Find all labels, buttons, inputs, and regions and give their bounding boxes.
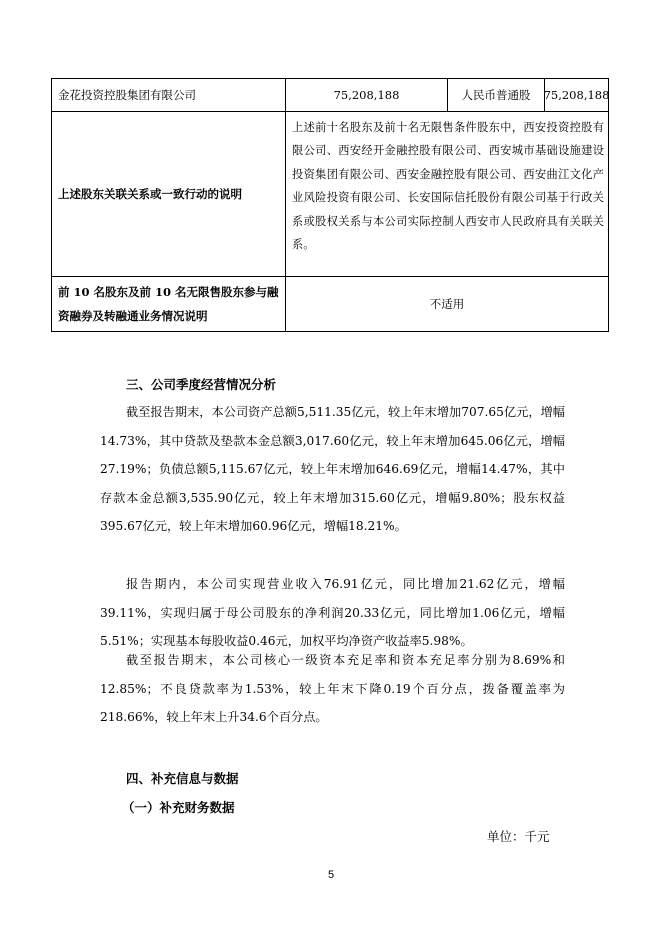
section-4-title: 四、补充信息与数据 [126, 771, 239, 786]
table-row [52, 277, 608, 331]
section-3-title: 三、公司季度经营情况分析 [126, 377, 277, 392]
section-4-subtitle: （一）补充财务数据 [122, 800, 235, 815]
margin-trading-text: 不适用 [285, 277, 608, 331]
table-row [52, 79, 608, 112]
paragraph-capital: 截至报告期末，本公司核心一级资本充足率和资本充足率分别为8.69%和12.85%；不良贷款率为1.53%，较上年末下降0.19个百分点，拨备覆盖率为218.66%，较上年末上升34.6个百分点。 [100, 653, 565, 724]
share-type: 人民币普通股 [447, 79, 544, 111]
shareholder-name: 金花投资控股集团有限公司 [58, 88, 196, 102]
relation-text: 上述前十名股东及前十名无限售条件股东中，西安投资控股有限公司、西安经开金融控股有限公司、西安城市基础设施建设投资集团有限公司、西安金融控股有限公司、西安曲江文化产业风险投资有限公司、长安国际信托股份有限公司基于行政关系或股权关系与本公司实际控制人西安市人民政府具有关联关系。 [285, 112, 608, 276]
page-number: 5 [327, 869, 335, 881]
share-count: 75,208,188 [285, 79, 447, 111]
margin-trading-label: 前 10 名股东及前 10 名无限售股东参与融资融券及转融通业务情况说明 [58, 285, 279, 323]
shareholder-table [51, 78, 609, 332]
type-share-count: 75,208,188 [544, 79, 608, 111]
unit-label: 单位：千元 [487, 829, 550, 844]
paragraph-income: 报告期内，本公司实现营业收入76.91亿元，同比增加21.62亿元，增幅39.11%，实现归属于母公司股东的净利润20.33亿元，同比增加1.06亿元，增幅5.51%；实现基本每股收益0.46元，加权平均净资产收益率5.98%。 [100, 577, 565, 648]
table-row [52, 112, 608, 277]
paragraph-assets: 截至报告期末，本公司资产总额5,511.35亿元，较上年末增加707.65亿元，增幅14.73%，其中贷款及垫款本金总额3,017.60亿元，较上年末增加645.06亿元，增幅27.19%；负债总额5,115.67亿元，较上年末增加646.69亿元，增幅14.47%，其中存款本金总额3,535.90亿元，较上年末增加315.60亿元，增幅9.80%；股东权益395.67亿元，较上年末增加60.96亿元，增幅18.21%。 [100, 405, 565, 533]
relation-label: 上述股东关联关系或一致行动的说明 [58, 187, 242, 201]
